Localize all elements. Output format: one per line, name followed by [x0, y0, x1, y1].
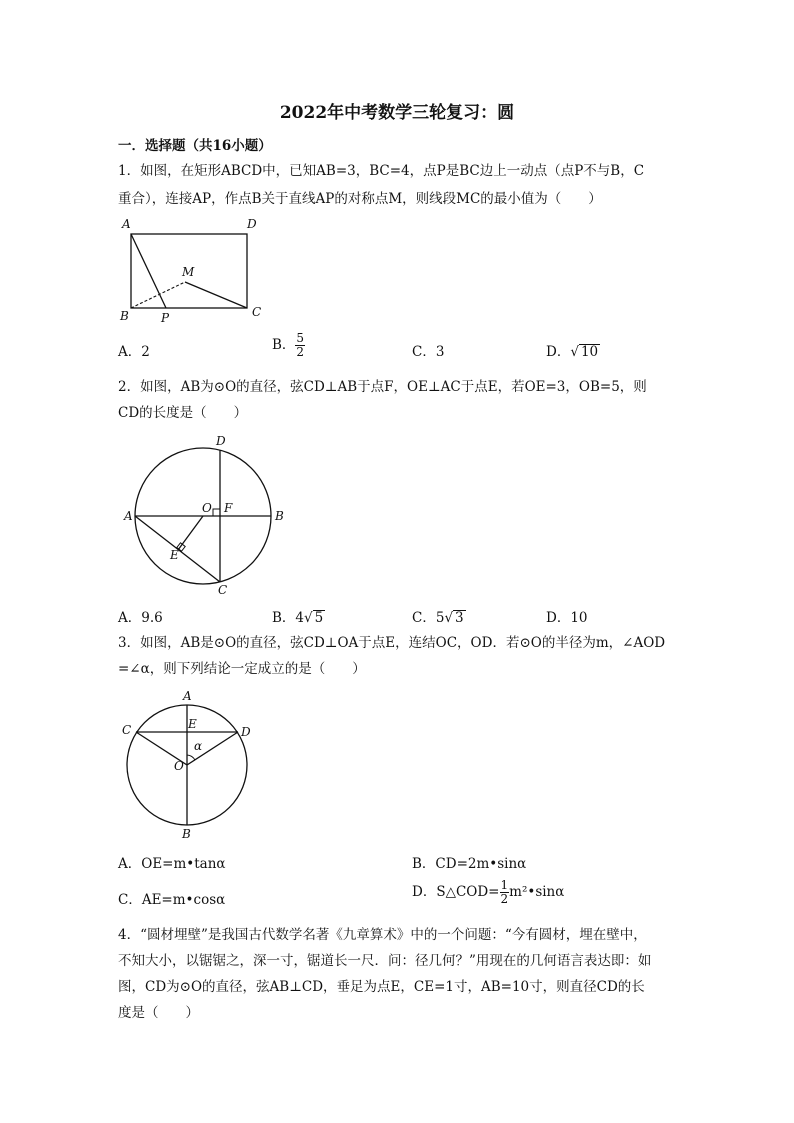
- label-f: F: [224, 501, 233, 515]
- q2-option-c-coefficient: 5: [435, 610, 445, 626]
- q2-option-c[interactable]: [412, 606, 466, 626]
- label-c: C: [122, 723, 132, 737]
- q3-option-d-numerator: 1: [500, 878, 509, 892]
- label-b: B: [120, 309, 129, 323]
- q3-option-c[interactable]: C．AE=m•cosα: [118, 892, 226, 908]
- q2-option-d-value: 10: [570, 610, 588, 626]
- q2-option-a[interactable]: [118, 606, 163, 626]
- q2-option-d[interactable]: [546, 606, 588, 626]
- q3-option-d-fraction: [500, 879, 510, 906]
- q1-option-c-prefix: C．: [412, 344, 436, 360]
- question-3-line-1: 3．如图，AB是⊙O的直径，弦CD⊥OA于点E，连结OC，OD．若⊙O的半径为m，∠AOD: [118, 635, 666, 651]
- label-a: A: [124, 509, 133, 523]
- segment-mc: [185, 282, 247, 308]
- label-p: P: [161, 311, 170, 325]
- segment-ap: [131, 234, 166, 308]
- page-title: 2022年中考数学三轮复习：圆: [279, 103, 515, 123]
- section-heading: 一．选择题（共16小题）: [118, 138, 272, 154]
- question-3-line-2: =∠α，则下列结论一定成立的是（ ）: [118, 661, 366, 677]
- label-e: E: [170, 548, 179, 562]
- figure-rectangle-abcd: [112, 212, 272, 330]
- q1-option-b-prefix: B．: [272, 337, 296, 353]
- segment-bm-dashed: [131, 282, 185, 308]
- label-o: O: [174, 759, 184, 773]
- q3-option-b[interactable]: B．CD=2m•sinα: [412, 856, 527, 872]
- q2-option-b-radicand: 5: [314, 610, 324, 626]
- label-o: O: [202, 501, 212, 515]
- q2-option-a-prefix: A．: [118, 610, 142, 626]
- segment-oe: [178, 516, 203, 550]
- label-d: D: [247, 217, 257, 231]
- q1-option-d[interactable]: [546, 340, 600, 360]
- q1-option-b-numerator: 5: [296, 331, 305, 345]
- label-b: B: [275, 509, 284, 523]
- label-a: A: [122, 217, 131, 231]
- q2-option-b-coefficient: 4: [295, 610, 305, 626]
- q2-option-c-prefix: C．: [412, 610, 436, 626]
- q1-option-d-prefix: D．: [546, 344, 571, 360]
- q3-option-d-prefix: D．S△COD=: [412, 884, 500, 900]
- question-4-line-4: 度是（ ）: [118, 1005, 199, 1021]
- label-c: C: [218, 583, 228, 597]
- label-alpha: α: [194, 739, 203, 753]
- q1-option-c-value: 3: [435, 344, 445, 360]
- question-2-line-2: CD的长度是（ ）: [118, 405, 248, 421]
- question-1-line-2: 重合），连接AP，作点B关于直线AP的对称点M，则线段MC的最小值为（ ）: [118, 191, 602, 207]
- label-d: D: [216, 434, 226, 448]
- sqrt-sign: √: [444, 610, 454, 626]
- sqrt-sign: √: [304, 610, 313, 626]
- q3-option-d-suffix: m²•sinα: [509, 884, 565, 900]
- q2-option-b-prefix: B．: [272, 610, 296, 626]
- label-e: E: [188, 717, 197, 731]
- label-a: A: [183, 689, 192, 703]
- question-1-line-1: 1．如图，在矩形ABCD中，已知AB=3，BC=4，点P是BC边上一动点（点P不与B，C: [118, 163, 645, 179]
- label-m: M: [182, 265, 195, 279]
- q1-option-a-prefix: A．: [118, 344, 142, 360]
- question-4-line-2: 不知大小，以锯锯之，深一寸，锯道长一尺．问：径几何？”用现在的几何语言表达即：如: [118, 953, 652, 969]
- label-c: C: [252, 305, 262, 319]
- figure-circle-q2: [118, 430, 298, 598]
- angle-alpha-arc: [187, 755, 195, 760]
- q1-option-b-fraction: [295, 332, 305, 359]
- question-2-line-1: 2．如图，AB为⊙O的直径，弦CD⊥AB于点F，OE⊥AC于点E，若OE=3，OB=5，则: [118, 379, 647, 395]
- q2-option-c-radicand: 3: [455, 610, 464, 626]
- q2-option-d-prefix: D．: [546, 610, 571, 626]
- q1-option-b[interactable]: [272, 332, 305, 359]
- q3-option-a[interactable]: A．OE=m•tanα: [118, 856, 226, 872]
- q1-option-b-denominator: 2: [296, 345, 305, 359]
- question-4-line-3: 图，CD为⊙O的直径，弦AB⊥CD，垂足为点E，CE=1寸，AB=10寸，则直径CD的长: [118, 979, 645, 995]
- q1-option-a-value: 2: [141, 344, 150, 360]
- sqrt-sign: √: [570, 344, 579, 360]
- label-d: D: [241, 725, 251, 739]
- q3-option-d[interactable]: [412, 879, 564, 906]
- label-b: B: [182, 827, 191, 841]
- q1-option-d-radicand: 10: [580, 344, 599, 360]
- q1-option-c[interactable]: [412, 340, 444, 360]
- q2-option-b[interactable]: [272, 606, 325, 626]
- right-angle-mark-f: [213, 509, 220, 516]
- figure-circle-q3: [118, 686, 268, 842]
- question-4-line-1: 4．“圆材埋壁”是我国古代数学名著《九章算术》中的一个问题：“今有圆材，埋在壁中，: [118, 927, 647, 943]
- q3-option-d-denominator: 2: [500, 892, 509, 906]
- q2-option-a-value: 9.6: [141, 610, 163, 626]
- q1-option-a[interactable]: [118, 340, 150, 360]
